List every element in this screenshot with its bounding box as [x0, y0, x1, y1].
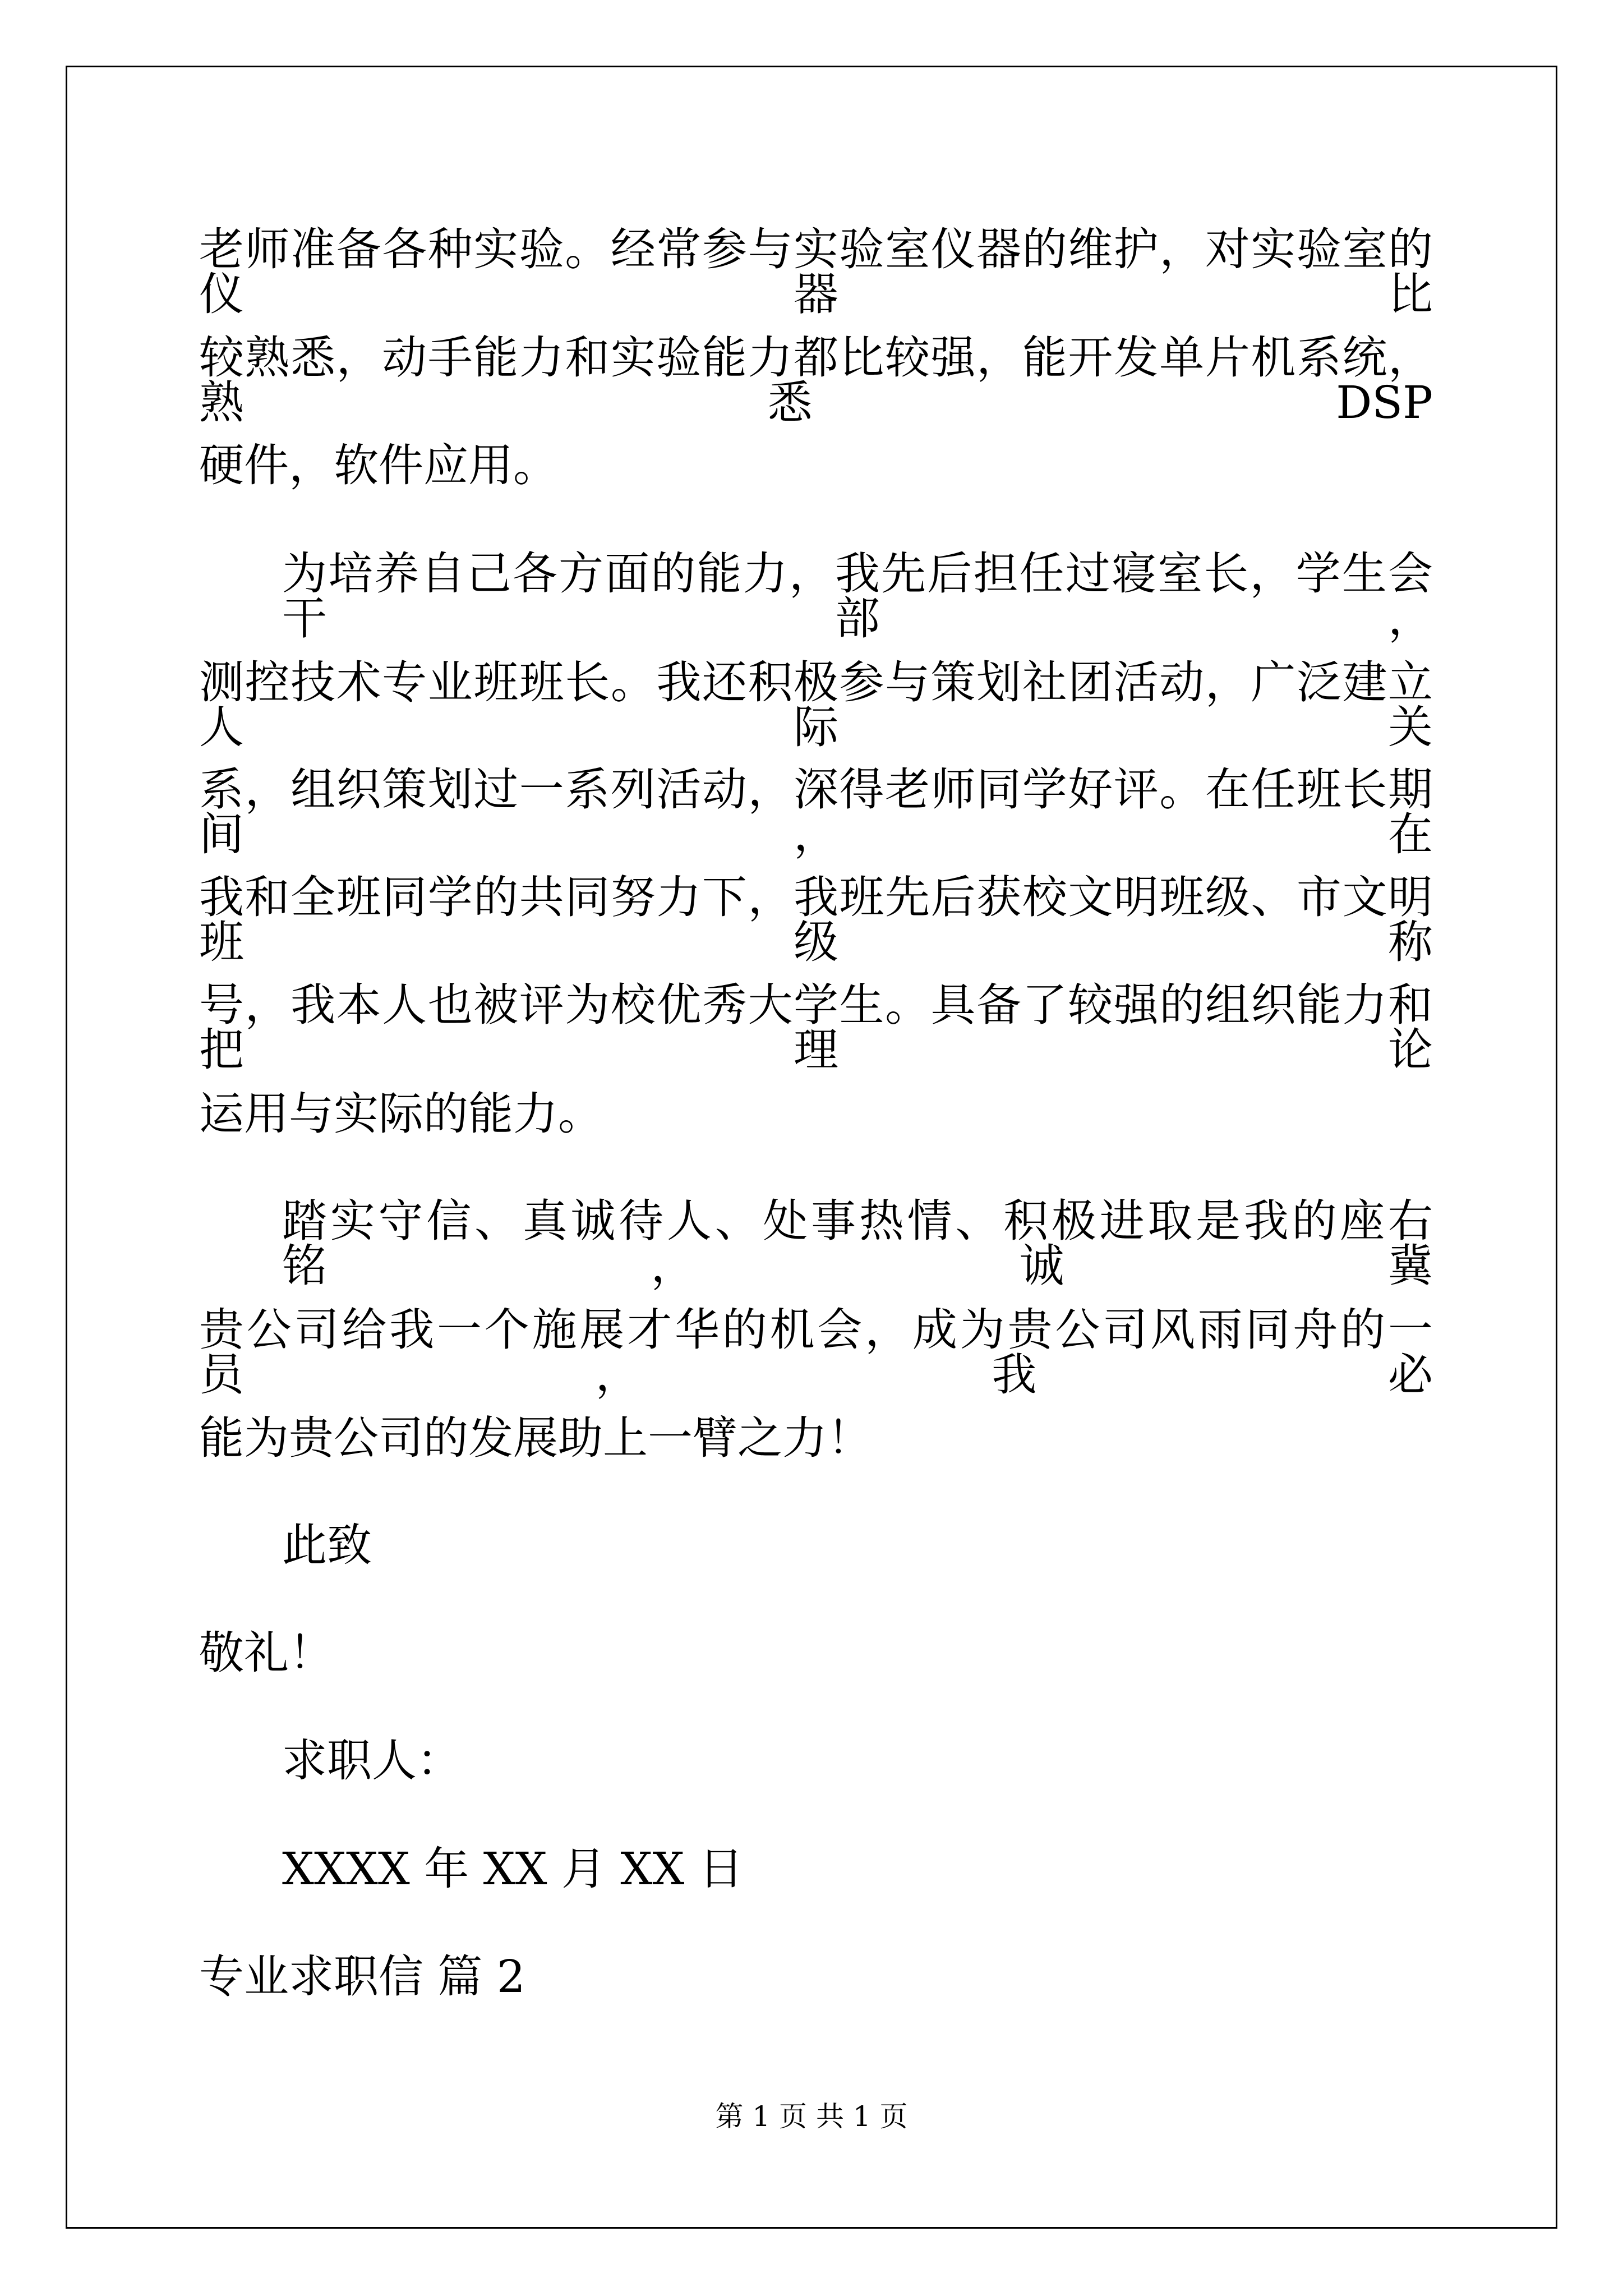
page-footer: 第 1 页 共 1 页: [715, 2100, 908, 2133]
body-line: 号，我本人也被评为校优秀大学生。具备了较强的组织能力和把理论: [199, 979, 1433, 1076]
body-line: 较熟悉，动手能力和实验能力都比较强，能开发单片机系统，熟悉DSP: [199, 332, 1433, 429]
section-heading: 专业求职信 篇 2: [199, 1950, 525, 2003]
body-line: 测控技术专业班班长。我还积极参与策划社团活动，广泛建立人际关: [199, 656, 1433, 753]
body-line: 我和全班同学的共同努力下，我班先后获校文明班级、市文明班级称: [199, 871, 1433, 968]
body-line: 贵公司给我一个施展才华的机会，成为贵公司风雨同舟的一员，我必: [199, 1304, 1433, 1401]
body-line: 老师准备各种实验。经常参与实验室仪器的维护，对实验室的仪器比: [199, 223, 1433, 320]
body-line: 能为贵公司的发展助上一臂之力！: [199, 1412, 872, 1464]
letter-date: XXXX 年 XX 月 XX 日: [282, 1843, 744, 1895]
closing-salutation: 此致: [282, 1519, 372, 1571]
applicant-signature-label: 求职人：: [282, 1734, 462, 1787]
closing-regards: 敬礼！: [199, 1627, 334, 1679]
paragraph-start-line: 为培养自己各方面的能力，我先后担任过寝室长，学生会干部，: [282, 547, 1433, 645]
paragraph-start-line: 踏实守信、真诚待人、处事热情、积极进取是我的座右铭，诚冀: [282, 1195, 1433, 1292]
body-line: 系，组织策划过一系列活动，深得老师同学好评。在任班长期间，在: [199, 763, 1433, 861]
body-line: 硬件，软件应用。: [199, 439, 558, 491]
body-line: 运用与实际的能力。: [199, 1088, 603, 1140]
